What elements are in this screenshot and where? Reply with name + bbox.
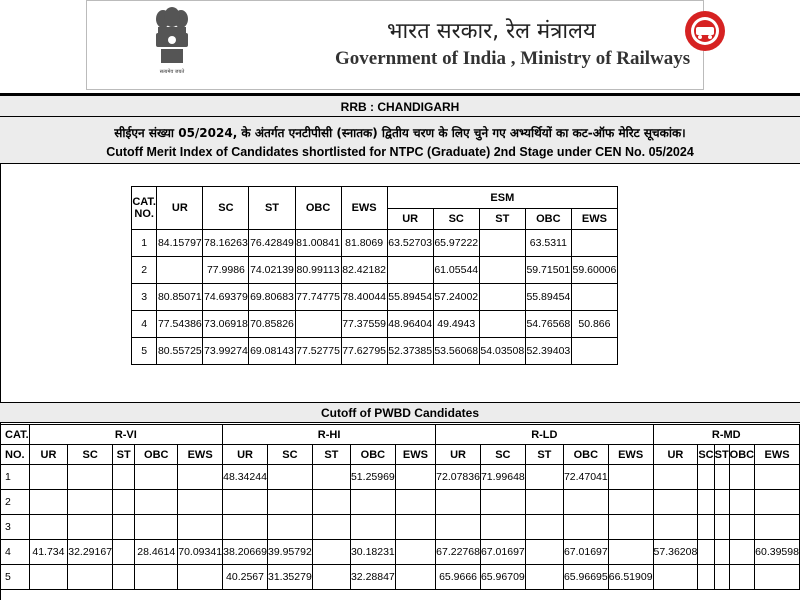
pwbd-rvi-value — [68, 565, 113, 590]
pwbd-rvi-value — [178, 565, 223, 590]
pwbd-col-header: EWS — [608, 445, 653, 465]
cutoff-value: 82.42182 — [341, 257, 387, 284]
pwbd-rld-value — [436, 490, 481, 515]
title-english: Cutoff Merit Index of Candidates shortlisted for NTPC (Graduate) 2nd Stage under CEN No. 05/2024 — [106, 145, 694, 159]
pwbd-table — [0, 424, 800, 590]
pwbd-rmd-value — [729, 540, 754, 565]
pwbd-rld-value — [436, 515, 481, 540]
pwbd-rvi-value — [29, 515, 68, 540]
table-row — [132, 311, 618, 338]
pwbd-rld-value — [480, 490, 525, 515]
letterhead — [86, 0, 704, 90]
pwbd-col-header: UR — [223, 445, 268, 465]
pwbd-rmd-value — [653, 515, 698, 540]
pwbd-col-header: EWS — [755, 445, 800, 465]
cutoff-value — [295, 311, 341, 338]
pwbd-rhi-value — [267, 490, 312, 515]
pwbd-rhi-value — [223, 515, 268, 540]
pwbd-rld-value: 67.01697 — [563, 540, 608, 565]
pwbd-rmd-value — [698, 465, 714, 490]
pwbd-rmd-value — [729, 515, 754, 540]
table-row — [1, 540, 800, 565]
document-title — [0, 117, 800, 164]
esm-cutoff-value — [571, 338, 617, 365]
pwbd-rhi-value — [267, 465, 312, 490]
esm-cutoff-value: 49.4943 — [433, 311, 479, 338]
pwbd-rld-value — [525, 490, 563, 515]
pwbd-rhi-value — [350, 490, 395, 515]
pwbd-rmd-value: 57.36208 — [653, 540, 698, 565]
pwbd-rvi-value — [135, 490, 178, 515]
national-emblem-icon — [149, 5, 195, 77]
cat-header: CAT. NO. — [132, 187, 157, 230]
esm-cutoff-value: 54.03508 — [479, 338, 525, 365]
esm-header: ESM — [387, 187, 617, 209]
pwbd-rhi-value — [267, 515, 312, 540]
cutoff-value: 80.99113 — [295, 257, 341, 284]
cutoff-value: 77.62795 — [341, 338, 387, 365]
pwbd-cat-number: 2 — [1, 490, 30, 515]
esm-col-header: OBC — [525, 209, 571, 230]
pwbd-rvi-value — [113, 565, 135, 590]
pwbd-rmd-value — [729, 490, 754, 515]
table-row — [1, 565, 800, 590]
esm-cutoff-value: 65.97222 — [433, 230, 479, 257]
esm-col-header: EWS — [571, 209, 617, 230]
pwbd-col-header: UR — [436, 445, 481, 465]
esm-cutoff-value: 54.76568 — [525, 311, 571, 338]
cutoff-value: 74.69379 — [203, 284, 249, 311]
cutoff-value: 77.74775 — [295, 284, 341, 311]
pwbd-rmd-value: 60.39598 — [755, 540, 800, 565]
pwbd-rhi-value — [395, 515, 435, 540]
pwbd-rld-value — [608, 465, 653, 490]
esm-cutoff-value: 52.39403 — [525, 338, 571, 365]
pwbd-rld-value: 71.99648 — [480, 465, 525, 490]
cat-number: 3 — [132, 284, 157, 311]
pwbd-rld-value: 65.9666 — [436, 565, 481, 590]
pwbd-rvi-value — [113, 515, 135, 540]
pwbd-cat-number: 1 — [1, 465, 30, 490]
esm-cutoff-value: 50.866 — [571, 311, 617, 338]
cutoff-value: 81.8069 — [341, 230, 387, 257]
pwbd-rmd-value — [653, 565, 698, 590]
pwbd-rvi-value: 32.29167 — [68, 540, 113, 565]
pwbd-rhi-value — [223, 490, 268, 515]
pwbd-rmd-value — [755, 465, 800, 490]
indian-railways-logo-icon — [683, 9, 727, 53]
pwbd-col-header: SC — [480, 445, 525, 465]
pwbd-rmd-value — [755, 490, 800, 515]
pwbd-rvi-value — [29, 490, 68, 515]
pwbd-rmd-value — [714, 540, 729, 565]
cutoff-value: 80.85071 — [157, 284, 203, 311]
pwbd-col-header: OBC — [563, 445, 608, 465]
pwbd-rvi-value — [178, 465, 223, 490]
pwbd-rhi-value: 51.25969 — [350, 465, 395, 490]
cutoff-value — [157, 257, 203, 284]
pwbd-rld-value — [480, 515, 525, 540]
pwbd-rld-value — [525, 465, 563, 490]
table-row — [132, 257, 618, 284]
pwbd-cat-header: CAT. — [1, 425, 30, 445]
pwbd-title: Cutoff of PWBD Candidates — [0, 402, 800, 423]
pwbd-rvi-value: 28.4614 — [135, 540, 178, 565]
esm-cutoff-value: 52.37385 — [387, 338, 433, 365]
col-header: SC — [203, 187, 249, 230]
pwbd-rhi-value: 30.18231 — [350, 540, 395, 565]
esm-cutoff-value — [387, 257, 433, 284]
pwbd-rvi-value: 70.09341 — [178, 540, 223, 565]
pwbd-rvi-value — [68, 465, 113, 490]
pwbd-rld-value — [608, 490, 653, 515]
pwbd-rvi-value — [113, 540, 135, 565]
pwbd-rld-value: 72.47041 — [563, 465, 608, 490]
cutoff-value: 69.80683 — [249, 284, 295, 311]
pwbd-rld-value — [563, 490, 608, 515]
pwbd-rvi-value — [29, 565, 68, 590]
pwbd-rld-value — [525, 565, 563, 590]
cutoff-value: 70.85826 — [249, 311, 295, 338]
col-header: EWS — [341, 187, 387, 230]
pwbd-rld-value — [525, 540, 563, 565]
emblem-motto: सत्यमेव जयते — [159, 69, 185, 75]
pwbd-rhi-value: 40.2567 — [223, 565, 268, 590]
pwbd-rld-value: 72.07836 — [436, 465, 481, 490]
esm-cutoff-value: 59.71501 — [525, 257, 571, 284]
col-header: ST — [249, 187, 295, 230]
pwbd-col-header: OBC — [135, 445, 178, 465]
pwbd-col-header: EWS — [178, 445, 223, 465]
esm-cutoff-value: 55.89454 — [525, 284, 571, 311]
pwbd-rhi-value — [395, 565, 435, 590]
cutoff-value: 78.16263 — [203, 230, 249, 257]
esm-cutoff-value — [479, 257, 525, 284]
pwbd-rhi-value — [312, 565, 350, 590]
pwbd-rvi-value — [68, 515, 113, 540]
board-name: RRB : CHANDIGARH — [0, 95, 800, 117]
pwbd-col-header: ST — [525, 445, 563, 465]
pwbd-rvi-value — [178, 515, 223, 540]
pwbd-rvi-value — [135, 515, 178, 540]
cutoff-value: 74.02139 — [249, 257, 295, 284]
pwbd-rhi-value: 39.95792 — [267, 540, 312, 565]
esm-cutoff-value: 48.96404 — [387, 311, 433, 338]
cutoff-value: 77.9986 — [203, 257, 249, 284]
pwbd-rmd-value — [714, 515, 729, 540]
pwbd-col-header: ST — [714, 445, 729, 465]
pwbd-rld-value — [608, 540, 653, 565]
pwbd-rld-value — [608, 515, 653, 540]
pwbd-col-header: UR — [653, 445, 698, 465]
pwbd-rmd-value — [714, 490, 729, 515]
cutoff-value: 81.00841 — [295, 230, 341, 257]
title-hindi: सीईएन संख्या 05/2024, के अंतर्गत एनटीपीसी (स्नातक) द्वितीय चरण के लिए चुने गए अभ्यर्थियों का कट-ऑफ मेरिट सूचकांक। — [114, 126, 686, 140]
table-row — [132, 284, 618, 311]
esm-cutoff-value: 63.52703 — [387, 230, 433, 257]
cutoff-value: 80.55725 — [157, 338, 203, 365]
cutoff-value: 77.52775 — [295, 338, 341, 365]
pwbd-rvi-value — [113, 490, 135, 515]
col-header: OBC — [295, 187, 341, 230]
esm-cutoff-value — [479, 311, 525, 338]
esm-cutoff-value: 55.89454 — [387, 284, 433, 311]
pwbd-group-header: R-MD — [653, 425, 799, 445]
esm-cutoff-value — [571, 230, 617, 257]
cat-number: 2 — [132, 257, 157, 284]
pwbd-rvi-value — [135, 565, 178, 590]
pwbd-rld-value: 67.01697 — [480, 540, 525, 565]
pwbd-rmd-value — [729, 465, 754, 490]
pwbd-table-body — [1, 465, 800, 590]
english-title: Government of India , Ministry of Railways — [335, 48, 691, 69]
pwbd-rmd-value — [653, 465, 698, 490]
esm-col-header: ST — [479, 209, 525, 230]
esm-cutoff-value: 53.56068 — [433, 338, 479, 365]
pwbd-rhi-value — [395, 465, 435, 490]
esm-cutoff-value: 57.24002 — [433, 284, 479, 311]
pwbd-col-header: EWS — [395, 445, 435, 465]
pwbd-rvi-value — [68, 490, 113, 515]
pwbd-rmd-value — [698, 565, 714, 590]
cutoff-value: 69.08143 — [249, 338, 295, 365]
cat-number: 5 — [132, 338, 157, 365]
pwbd-rhi-value — [395, 540, 435, 565]
table-row — [1, 465, 800, 490]
cutoff-value: 73.99274 — [203, 338, 249, 365]
pwbd-group-header: R-HI — [223, 425, 436, 445]
pwbd-rhi-value: 31.35279 — [267, 565, 312, 590]
col-header: UR — [157, 187, 203, 230]
pwbd-rhi-value: 32.28847 — [350, 565, 395, 590]
pwbd-rmd-value — [698, 540, 714, 565]
pwbd-rhi-value — [395, 490, 435, 515]
esm-cutoff-value: 63.5311 — [525, 230, 571, 257]
esm-cutoff-value — [479, 284, 525, 311]
pwbd-group-header: R-VI — [29, 425, 222, 445]
cutoff-value: 77.37559 — [341, 311, 387, 338]
pwbd-rld-value — [525, 515, 563, 540]
table-row — [1, 490, 800, 515]
pwbd-rhi-value: 48.34244 — [223, 465, 268, 490]
pwbd-rvi-value — [29, 465, 68, 490]
pwbd-no-header: NO. — [1, 445, 30, 465]
pwbd-rld-value: 67.22768 — [436, 540, 481, 565]
pwbd-rld-value: 65.96695 — [563, 565, 608, 590]
pwbd-col-header: ST — [312, 445, 350, 465]
pwbd-rmd-value — [755, 565, 800, 590]
pwbd-rvi-value: 41.734 — [29, 540, 68, 565]
esm-cutoff-value — [571, 284, 617, 311]
pwbd-col-header: OBC — [729, 445, 754, 465]
pwbd-rvi-value — [178, 490, 223, 515]
cutoff-table — [131, 186, 618, 365]
pwbd-rmd-value — [698, 490, 714, 515]
pwbd-rvi-value — [113, 465, 135, 490]
table-row — [1, 515, 800, 540]
table-row — [132, 338, 618, 365]
esm-cutoff-value: 61.05544 — [433, 257, 479, 284]
pwbd-rmd-value — [714, 465, 729, 490]
pwbd-rld-value: 66.51909 — [608, 565, 653, 590]
cutoff-value: 76.42849 — [249, 230, 295, 257]
pwbd-col-header: ST — [113, 445, 135, 465]
pwbd-rld-value — [563, 515, 608, 540]
pwbd-rmd-value — [729, 565, 754, 590]
pwbd-cat-number: 3 — [1, 515, 30, 540]
pwbd-col-header: OBC — [350, 445, 395, 465]
pwbd-col-header: UR — [29, 445, 68, 465]
pwbd-group-header: R-LD — [436, 425, 653, 445]
pwbd-rmd-value — [755, 515, 800, 540]
pwbd-col-header: SC — [68, 445, 113, 465]
pwbd-rhi-value: 38.20669 — [223, 540, 268, 565]
cutoff-table-body — [132, 230, 618, 365]
cutoff-value: 78.40044 — [341, 284, 387, 311]
cutoff-value: 73.06918 — [203, 311, 249, 338]
pwbd-col-header: SC — [698, 445, 714, 465]
esm-col-header: SC — [433, 209, 479, 230]
pwbd-rvi-value — [135, 465, 178, 490]
pwbd-rhi-value — [312, 540, 350, 565]
pwbd-rmd-value — [714, 565, 729, 590]
cat-number: 4 — [132, 311, 157, 338]
table-row — [132, 230, 618, 257]
pwbd-cat-number: 4 — [1, 540, 30, 565]
pwbd-rhi-value — [350, 515, 395, 540]
pwbd-col-header: SC — [267, 445, 312, 465]
cutoff-value: 84.15797 — [157, 230, 203, 257]
pwbd-rmd-value — [653, 490, 698, 515]
pwbd-rmd-value — [698, 515, 714, 540]
esm-cutoff-value: 59.60006 — [571, 257, 617, 284]
pwbd-rhi-value — [312, 515, 350, 540]
pwbd-rld-value: 65.96709 — [480, 565, 525, 590]
esm-cutoff-value — [479, 230, 525, 257]
cat-number: 1 — [132, 230, 157, 257]
esm-col-header: UR — [387, 209, 433, 230]
hindi-title: भारत सरकार, रेल मंत्रालय — [387, 19, 596, 44]
cutoff-value: 77.54386 — [157, 311, 203, 338]
pwbd-cat-number: 5 — [1, 565, 30, 590]
pwbd-rhi-value — [312, 465, 350, 490]
pwbd-rhi-value — [312, 490, 350, 515]
